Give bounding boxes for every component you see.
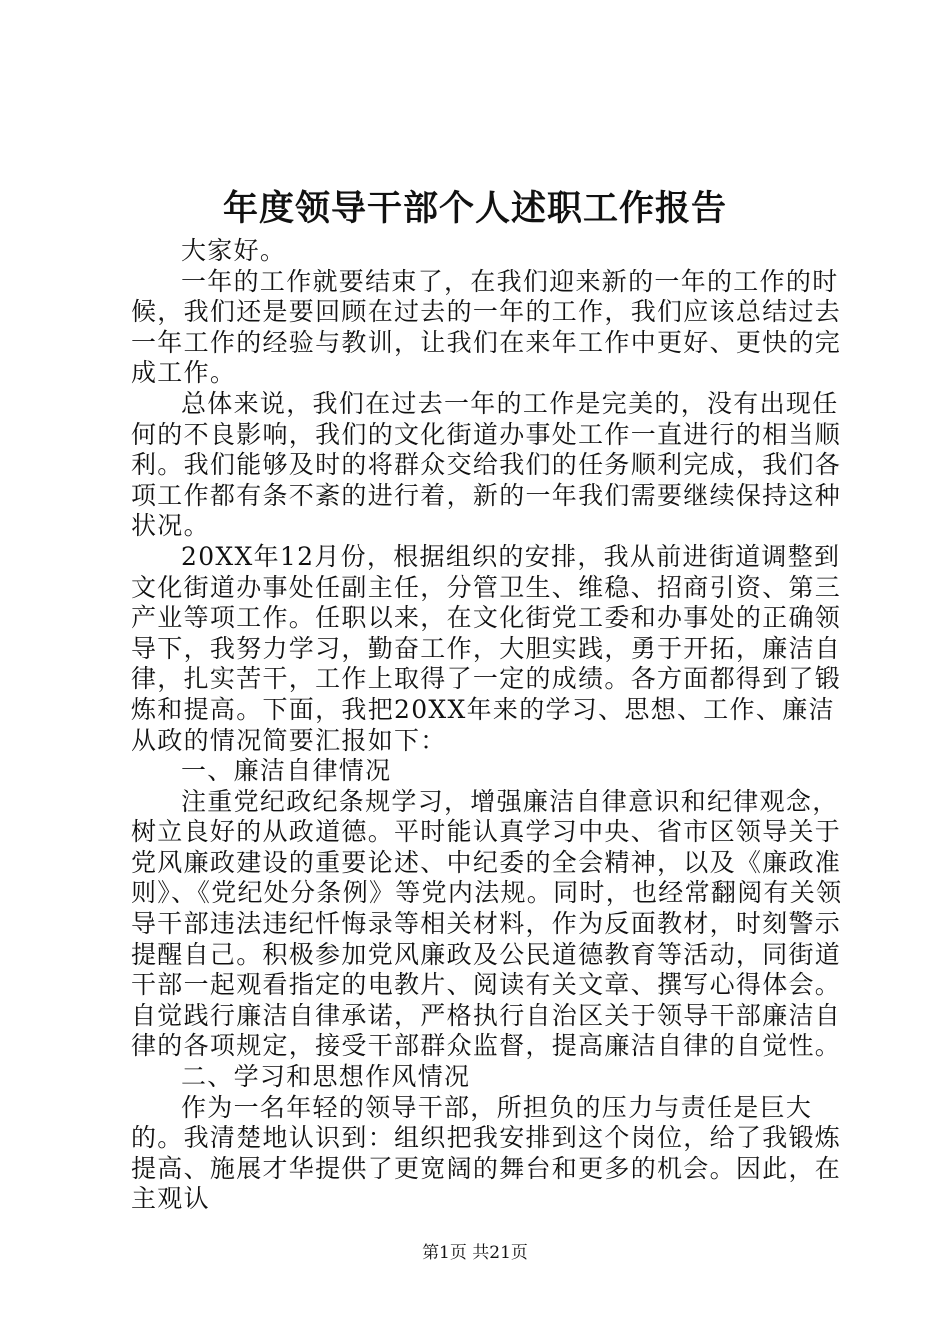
paragraph-greeting: 大家好。: [181, 236, 287, 265]
document-body: [131, 236, 851, 1215]
paragraph-study: 作为一名年轻的领导干部，所担负的压力与责任是巨大的。我清楚地认识到：组织把我安排到这个岗位，给了我锻炼提高、施展才华提供了更宽阔的舞台和更多的机会。因此，在主观认: [131, 1092, 842, 1214]
paragraph-summary: 总体来说，我们在过去一年的工作是完美的，没有出现任何的不良影响，我们的文化街道办事处工作一直进行的相当顺利。我们能够及时的将群众交给我们的任务顺利完成，我们各项工作都有条不紊的进行着，新的一年我们需要继续保持这种状况。: [131, 388, 842, 541]
page-number-footer: 第1页 共21页: [422, 1243, 528, 1263]
paragraph-intro: 一年的工作就要结束了，在我们迎来新的一年的工作的时候，我们还是要回顾在过去的一年的工作，我们应该总结过去一年工作的经验与教训，让我们在来年工作中更好、更快的完成工作。: [131, 266, 842, 388]
section-heading-study: 二、学习和思想作风情况: [181, 1062, 471, 1092]
section-heading-integrity: 一、廉洁自律情况: [181, 756, 392, 786]
paragraph-integrity: 注重党纪政纪条规学习，增强廉洁自律意识和纪律观念，树立良好的从政道德。平时能认真学习中央、省市区领导关于党风廉政建设的重要论述、中纪委的全会精神，以及《廉政准则》、《党纪处分条例》等党内法规。同时，也经常翻阅有关领导干部违法违纪忏悔录等相关材料，作为反面教材，时刻警示提醒自己。积极参加党风廉政及公民道德教育等活动，同街道干部一起观看指定的电教片、阅读有关文章、撰写心得体会。自觉践行廉洁自律承诺，严格执行自治区关于领导干部廉洁自律的各项规定，接受干部群众监督，提高廉洁自律的自觉性。: [131, 786, 843, 1061]
document-title: 年度领导干部个人述职工作报告: [222, 188, 727, 229]
paragraph-appointment: 20XX年12月份，根据组织的安排，我从前进街道调整到文化街道办事处任副主任，分管卫生、维稳、招商引资、第三产业等项工作。任职以来，在文化街党工委和办事处的正确领导下，我努力学习，勤奋工作，大胆实践，勇于开拓，廉洁自律，扎实苦干，工作上取得了一定的成绩。各方面都得到了锻炼和提高。下面，我把20XX年来的学习、思想、工作、廉洁从政的情况简要汇报如下：: [131, 541, 842, 755]
